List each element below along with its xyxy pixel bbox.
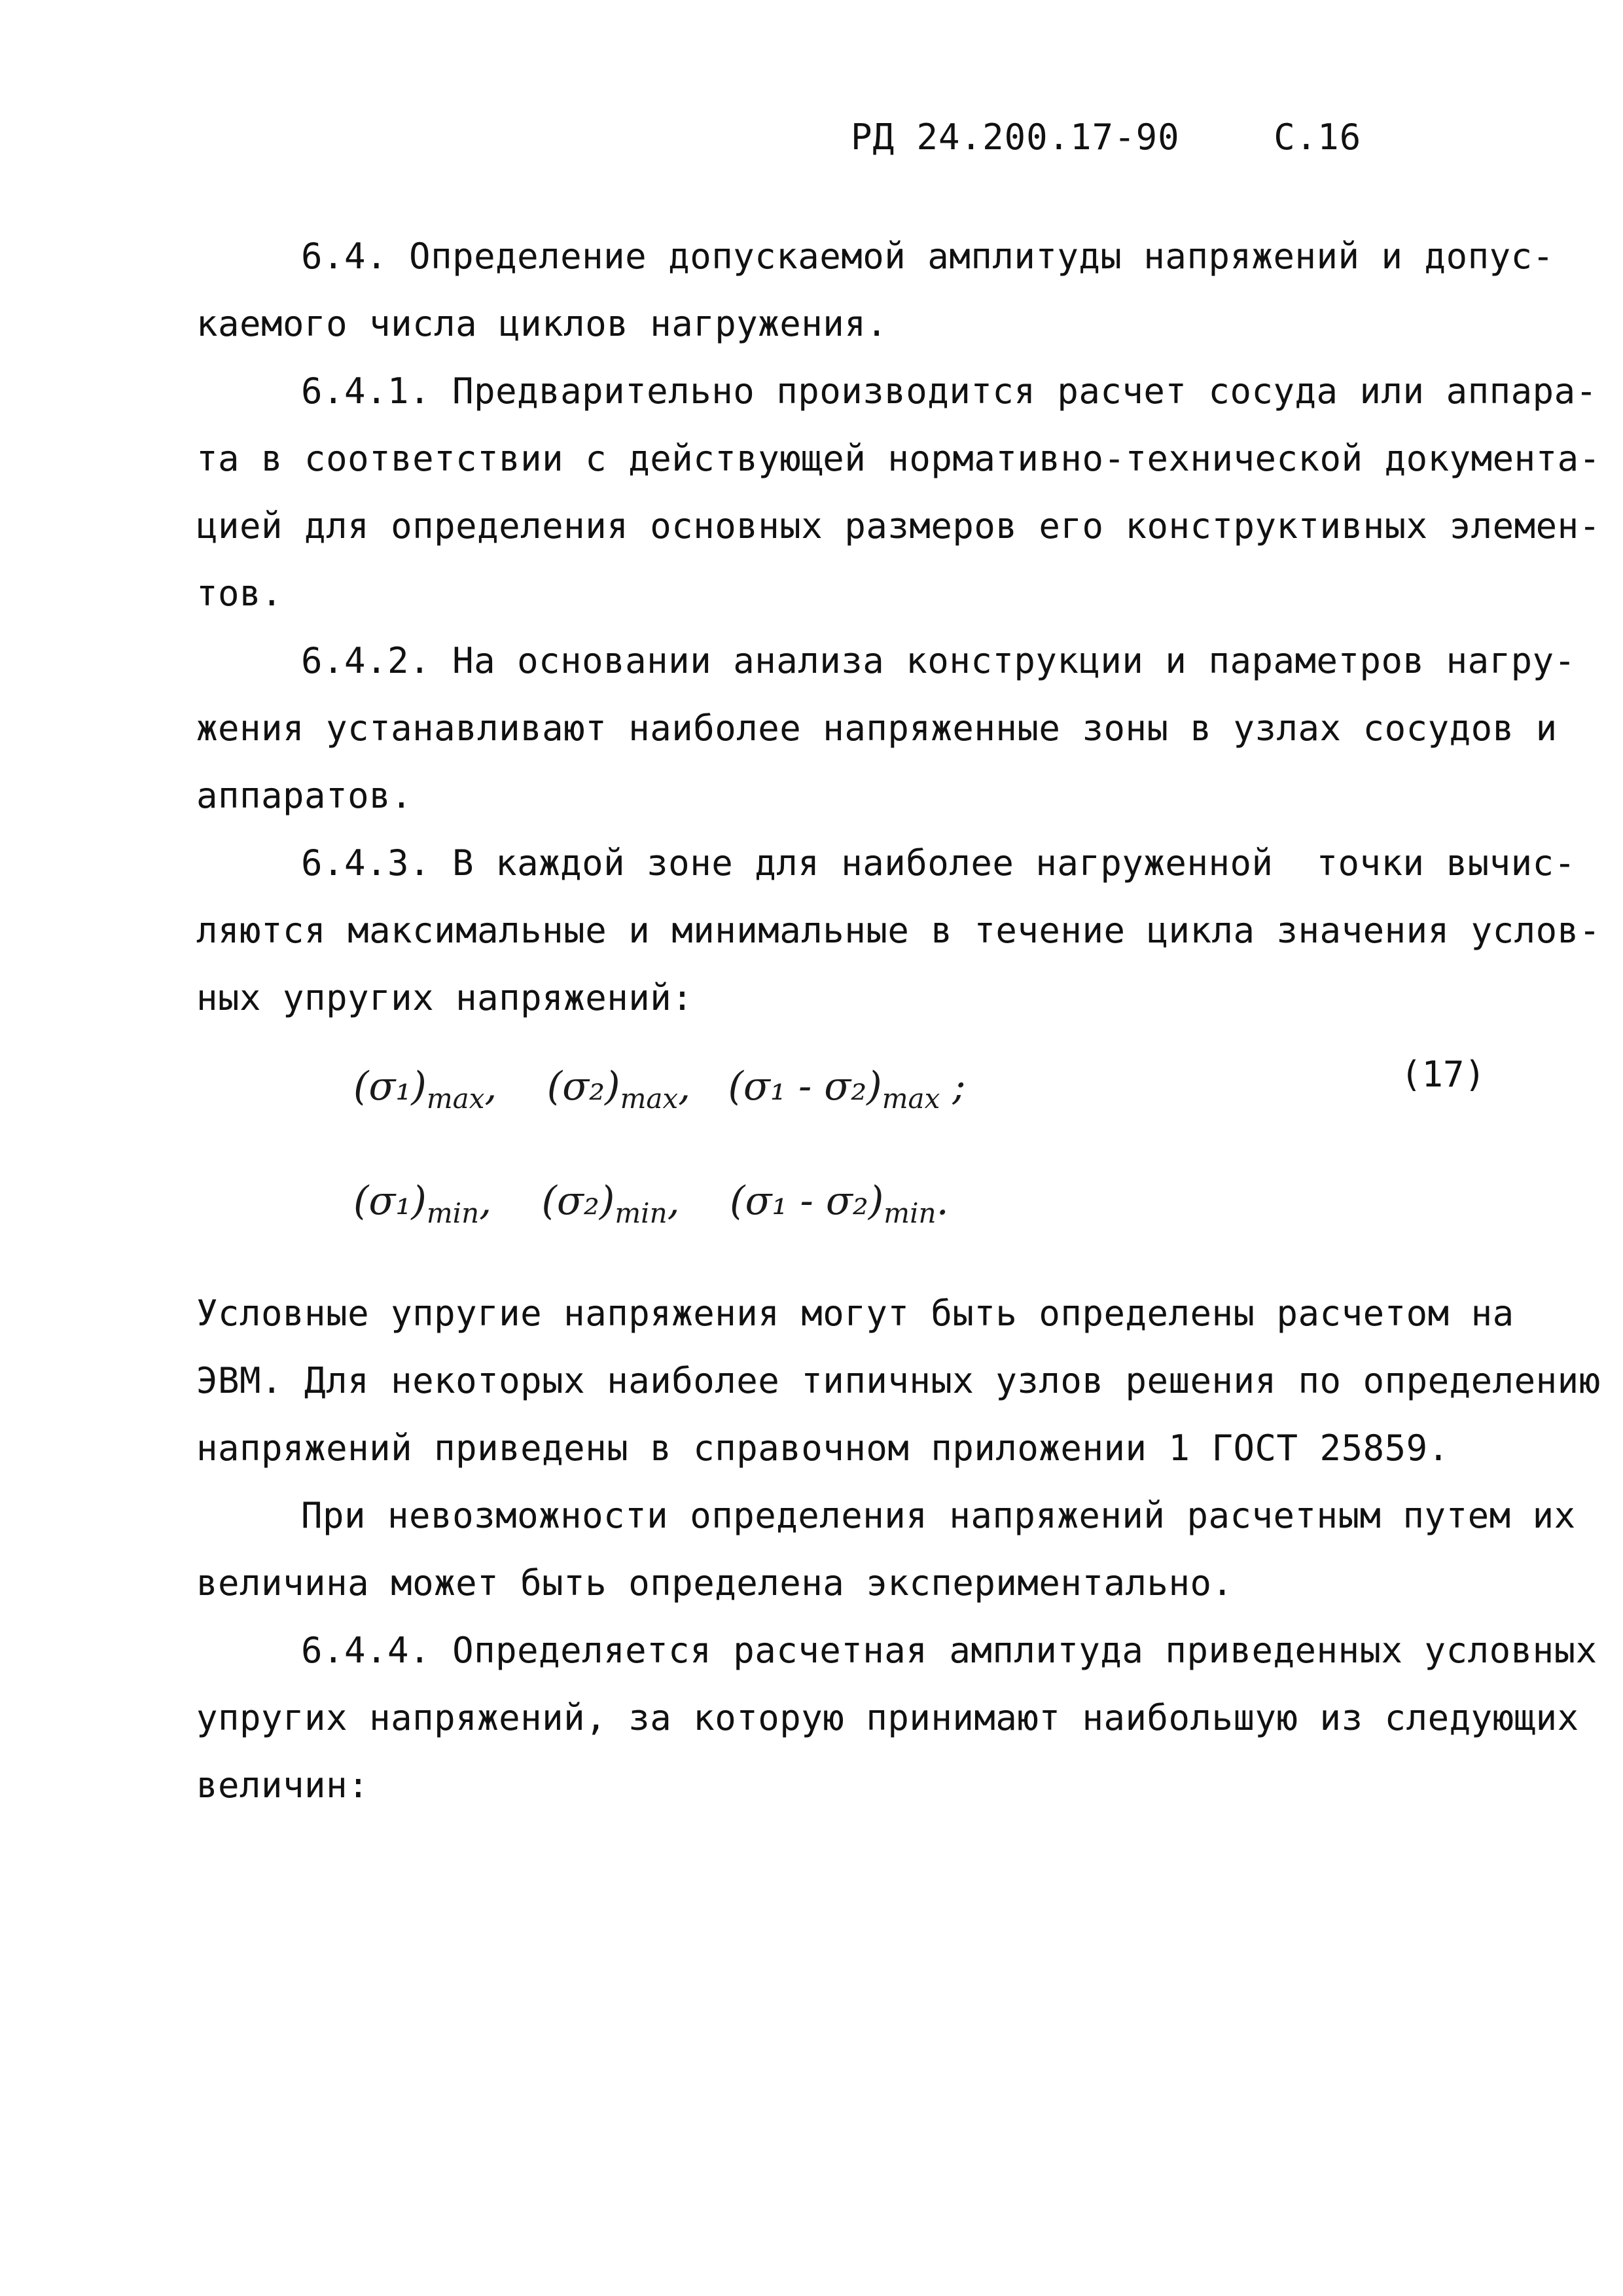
paragraph-6-4-3-line-3: ных упругих напряжений: [196,977,694,1018]
formula-subscript: max [882,1083,940,1115]
formula-end: . [936,1178,949,1224]
formula-max-row [353,1064,966,1115]
paragraph-6-4-1-line-4: тов. [196,573,283,614]
paragraph-6-4-3-line-1: 6.4.3. В каждой зоне для наиболее нагруженной точки вычис- [301,842,1576,884]
paragraph-6-4-1-line-2: та в соответствии с действующей нормативно-технической документа- [196,438,1601,479]
formula-separator: , [479,1178,492,1224]
formula-subscript: max [620,1083,679,1115]
formula-subscript: min [426,1197,480,1229]
formula-min-row [353,1178,949,1229]
paragraph-6-4-4-line-1: 6.4.4. Определяется расчетная амплитуда приведенных условных [301,1630,1597,1671]
formula-separator: , [484,1064,497,1109]
formula-separator: , [667,1178,680,1224]
formula-subscript: min [883,1197,936,1229]
paragraph-6-4-line-1: 6.4. Определение допускаемой амплитуды напряжений и допус- [301,236,1554,277]
formula-term: (σ₁) [353,1064,427,1109]
paragraph-6-4-line-2: каемого числа циклов нагружения. [196,303,888,344]
page-header [851,117,1361,158]
formula-subscript: min [615,1197,668,1229]
equation-number: (17) [1400,1054,1486,1095]
paragraph-conditional-stress-line-3: напряжений приведены в справочном приложении 1 ГОСТ 25859. [196,1427,1450,1469]
paragraph-6-4-2-line-1: 6.4.2. На основании анализа конструкции и параметров нагру- [301,640,1576,681]
paragraph-6-4-3-line-2: ляются максимальные и минимальные в течение цикла значения услов- [196,910,1601,951]
paragraph-6-4-4-line-2: упругих напряжений, за которую принимают наибольшую из следующих [196,1697,1579,1738]
paragraph-6-4-4-line-3: величин: [196,1765,370,1806]
paragraph-6-4-2-line-3: аппаратов. [196,775,413,816]
paragraph-conditional-stress-line-1: Условные упругие напряжения могут быть определены расчетом на [196,1293,1514,1334]
paragraph-6-4-1-line-1: 6.4.1. Предварительно производится расчет сосуда или аппара- [301,370,1597,412]
paragraph-6-4-1-line-3: цией для определения основных размеров его конструктивных элемен- [196,505,1601,547]
document-code: РД 24.200.17-90 [851,117,1180,158]
formula-term: (σ₂) [541,1178,615,1224]
formula-term: (σ₁ - σ₂) [730,1178,884,1224]
formula-subscript: max [426,1083,485,1115]
paragraph-experimental-line-2: величина может быть определена экспериментально. [196,1562,1234,1604]
text-block-upper [196,223,1601,1031]
text-block-lower [196,1280,1601,1819]
paragraph-6-4-2-line-2: жения устанавливают наиболее напряженные зоны в узлах сосудов и [196,708,1558,749]
formula-separator: , [678,1064,691,1109]
paragraph-conditional-stress-line-2: ЭВМ. Для некоторых наиболее типичных узлов решения по определению [196,1360,1601,1401]
formula-term: (σ₂) [546,1064,620,1109]
formula-term: (σ₁) [353,1178,427,1224]
paragraph-experimental-line-1: При невозможности определения напряжений расчетным путем их [301,1495,1576,1536]
formula-separator: ; [952,1064,966,1109]
page-number: С.16 [1274,117,1362,158]
formula-term: (σ₁ - σ₂) [728,1064,882,1109]
